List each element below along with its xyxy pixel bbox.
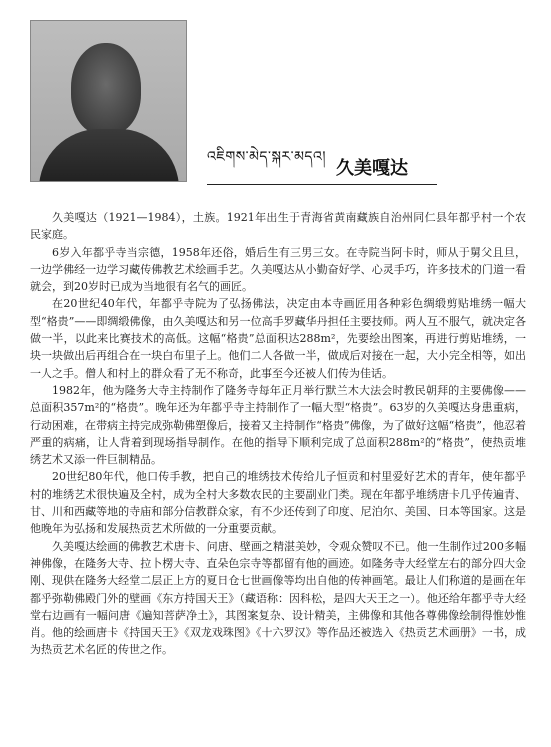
paragraph-1940s: 在20世纪40年代，年都乎寺院为了弘扬佛法，决定由本寺画匠用各种彩色绸缎剪贴堆绣一幅大型“格贵”——即绸缎佛像，由久美嘎达和另一位高手罗藏华丹担任主要技师。两人互不服气，就决定各做一半，以此来比赛技术的高低。这幅“格贵”总面积达288m²，先要绘出图案，再进行剪贴堆绣，一块一块做出后再组合在一块白布里子上。他们二人各做一半，做成后对接在一起，大小完全相等，如出一人之手。僧人和村上的群众看了无不称奇，此事至今还被人们传为佳话。 [30,297,526,380]
portrait-photo [30,20,187,182]
name-tibetan: འཇིགས་མེད་སྐར་མདའ། [207,149,326,165]
name-chinese: 久美嘎达 [335,158,408,179]
portrait-body [39,129,179,182]
portrait-head [71,43,141,135]
biography-text [30,209,526,659]
paragraph-works: 久美嘎达绘画的佛教艺术唐卡、问唐、壁画之精湛美妙，令观众赞叹不已。他一生制作过200多幅神佛像，在隆务大寺、拉卜楞大寺、直朵色宗寺等都留有他的画迹。如隆务寺大经堂左右的部分四大金刚、现供在隆务大经堂二层正上方的夏日仓七世画像等均出自他的传神画笔。最让人们称道的是画在年都乎弥勒佛殿门外的壁画《东方持国天王》（藏语称：因科松，是四大天王之一）。他还给年都乎寺大经堂右边画有一幅问唐《遍知菩萨净土》，其图案复杂、设计精美，主佛像和其他各尊佛像绘制得惟妙惟肖。他的绘画唐卡《持国天王》《双龙戏珠图》《十六罗汉》等作品还被选入《热贡艺术画册》一书，成为热贡艺术名匠的传世之作。 [30,539,526,657]
paragraph-intro: 久美嘎达（1921—1984），土族。1921年出生于青海省黄南藏族自治州同仁县年都乎村一个农民家庭。 [30,211,526,242]
paragraph-1982: 1982年，他为隆务大寺主持制作了隆务寺每年正月举行默兰木大法会时教民朝拜的主要佛像——总面积357m²的“格贵”。晚年还为年都乎寺主持制作了一幅大型“格贵”。63岁的久美嘎达身患重病，行动困难，在带病主持完成弥勒佛塑像后，接着又主持制作“格贵”佛像，为了做好这幅“格贵”，他忍着严重的病痛，让人背着到现场指导制作。在他的指导下顺利完成了总面积288m²的“格贵”，使热贡堆绣艺术又添一件巨制精品。 [30,383,526,467]
name-title [207,140,437,185]
paragraph-early-life: 6岁入年都乎寺当宗德，1958年还俗，婚后生有三男三女。在寺院当阿卡时，师从于舅父且旦，一边学佛经一边学习藏传佛教艺术绘画手艺。久美嘎达从小勤奋好学、心灵手巧，许多技术的门道一看就会，到20岁时已成为当地很有名气的画匠。 [30,245,526,294]
paragraph-1980s: 20世纪80年代，他口传手教，把自己的堆绣技术传给儿子恒贡和村里爱好艺术的青年，使年都乎村的堆绣艺术很快遍及全村，成为全村大多数农民的主要副业门类。现在年都乎堆绣唐卡几乎传遍青、甘、川和西藏等地的寺庙和部分信教群众家，有不少还传到了印度、尼泊尔、美国、日本等国家。这是他晚年为弘扬和发展热贡艺术所做的一分重要贡献。 [30,470,526,536]
